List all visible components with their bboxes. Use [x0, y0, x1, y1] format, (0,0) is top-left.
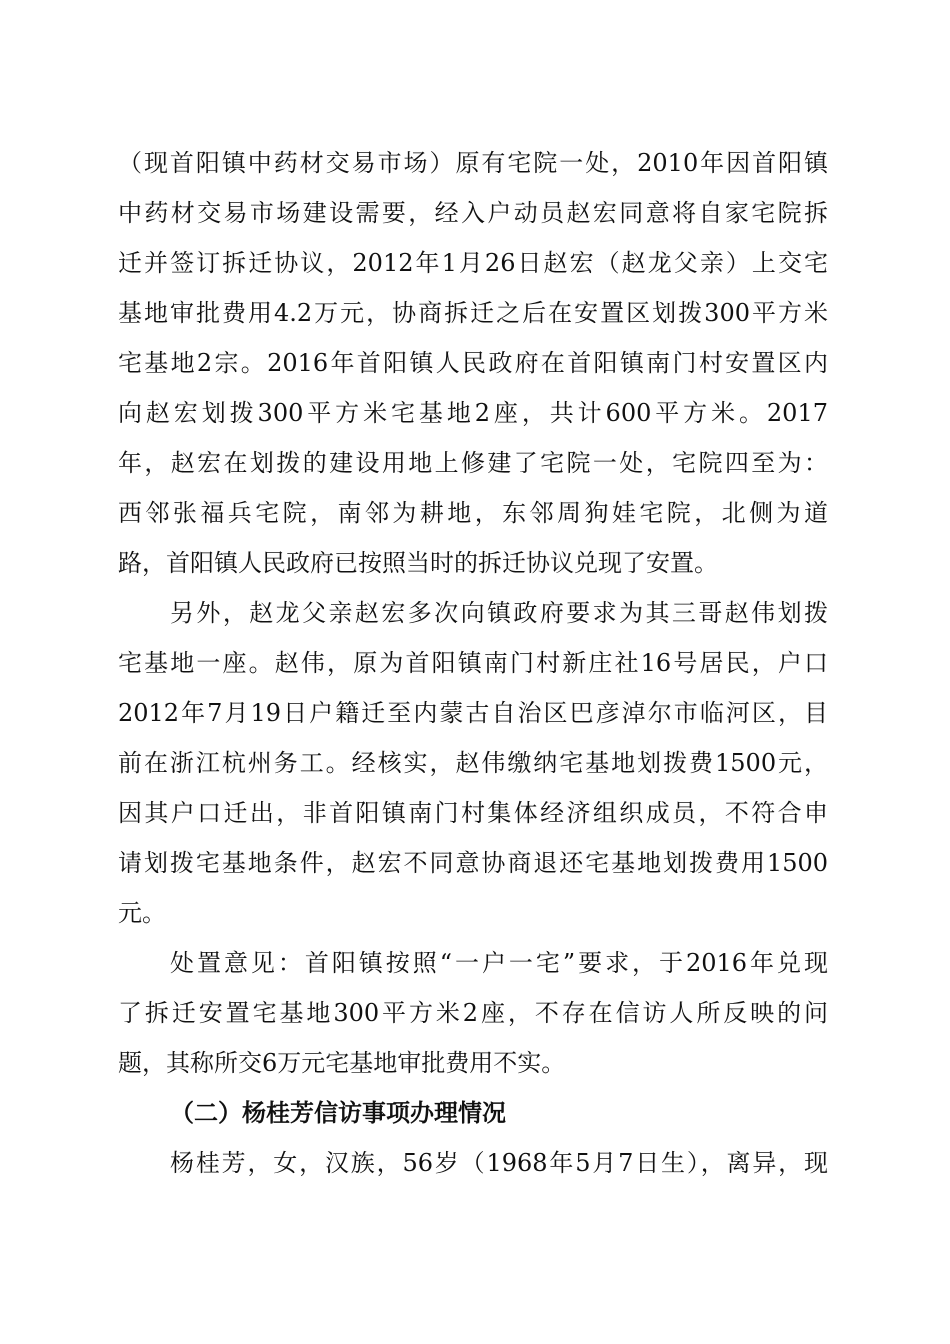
text-line: 元。: [118, 899, 166, 927]
text-line: 中药材交易市场建设需要，经入户动员赵宏同意将自家宅院拆: [118, 199, 828, 227]
text-line: 了拆迁安置宅基地300平方米2座，不存在信访人所反映的问: [118, 999, 828, 1027]
text-line: 处置意见：首阳镇按照“一户一宅”要求，于2016年兑现: [170, 949, 828, 977]
text-line: 宅基地一座。赵伟，原为首阳镇南门村新庄社16号居民，户口: [118, 649, 828, 677]
text-line: 另外，赵龙父亲赵宏多次向镇政府要求为其三哥赵伟划拨: [170, 599, 828, 627]
text-line: 杨桂芳，女，汉族，56岁（1968年5月7日生），离异，现: [170, 1149, 828, 1177]
text-line: 迁并签订拆迁协议，2012年1月26日赵宏（赵龙父亲）上交宅: [118, 249, 828, 277]
text-line: 前在浙江杭州务工。经核实，赵伟缴纳宅基地划拨费1500元，: [118, 749, 828, 777]
section-heading: （二）杨桂芳信访事项办理情况: [170, 1099, 506, 1127]
text-line: 2012年7月19日户籍迁至内蒙古自治区巴彦淖尔市临河区，目: [118, 699, 828, 727]
text-line: 西邻张福兵宅院，南邻为耕地，东邻周狗娃宅院，北侧为道: [118, 499, 828, 527]
text-line: 向赵宏划拨300平方米宅基地2座，共计600平方米。2017: [118, 399, 828, 427]
text-line: （现首阳镇中药材交易市场）原有宅院一处，2010年因首阳镇: [118, 149, 828, 177]
text-line: 请划拨宅基地条件，赵宏不同意协商退还宅基地划拨费用1500: [118, 849, 828, 877]
text-line: 年，赵宏在划拨的建设用地上修建了宅院一处，宅院四至为：: [118, 449, 828, 477]
text-line: 路，首阳镇人民政府已按照当时的拆迁协议兑现了安置。: [118, 549, 718, 577]
text-line: 因其户口迁出，非首阳镇南门村集体经济组织成员，不符合申: [118, 799, 828, 827]
text-line: 基地审批费用4.2万元，协商拆迁之后在安置区划拨300平方米: [118, 299, 828, 327]
text-line: 宅基地2宗。2016年首阳镇人民政府在首阳镇南门村安置区内: [118, 349, 828, 377]
text-line: 题，其称所交6万元宅基地审批费用不实。: [118, 1049, 566, 1077]
